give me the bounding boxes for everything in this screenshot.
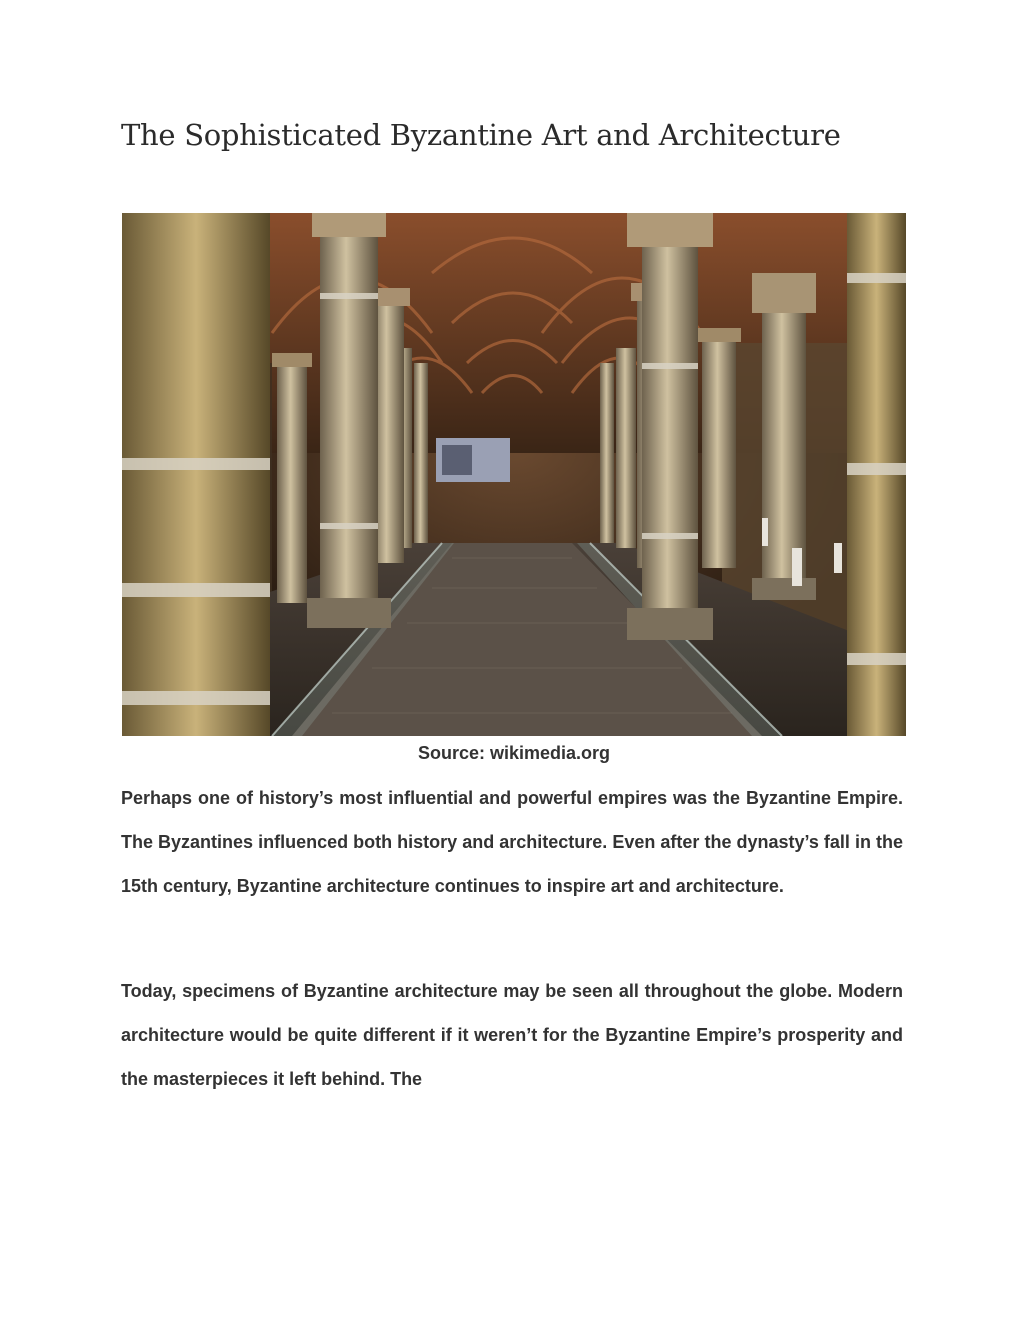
cistern-photo — [122, 213, 906, 736]
paragraph-1: Perhaps one of history’s most influential and powerful empires was the Byzantine Empire. The Byzantines influenced both history and architecture. Even after the dynasty’s fall in the 15th century, Byzantine architecture continues to inspire art and architecture. — [121, 788, 903, 896]
image-caption: Source: wikimedia.org — [417, 743, 611, 763]
paragraph-2: Today, specimens of Byzantine architecture may be seen all throughout the globe. Modern architecture would be quite different if it weren’t for the Byzantine Empire’s prosperity and the masterpieces it left behind. The — [121, 981, 903, 1089]
page-title: The Sophisticated Byzantine Art and Architecture — [121, 118, 841, 152]
